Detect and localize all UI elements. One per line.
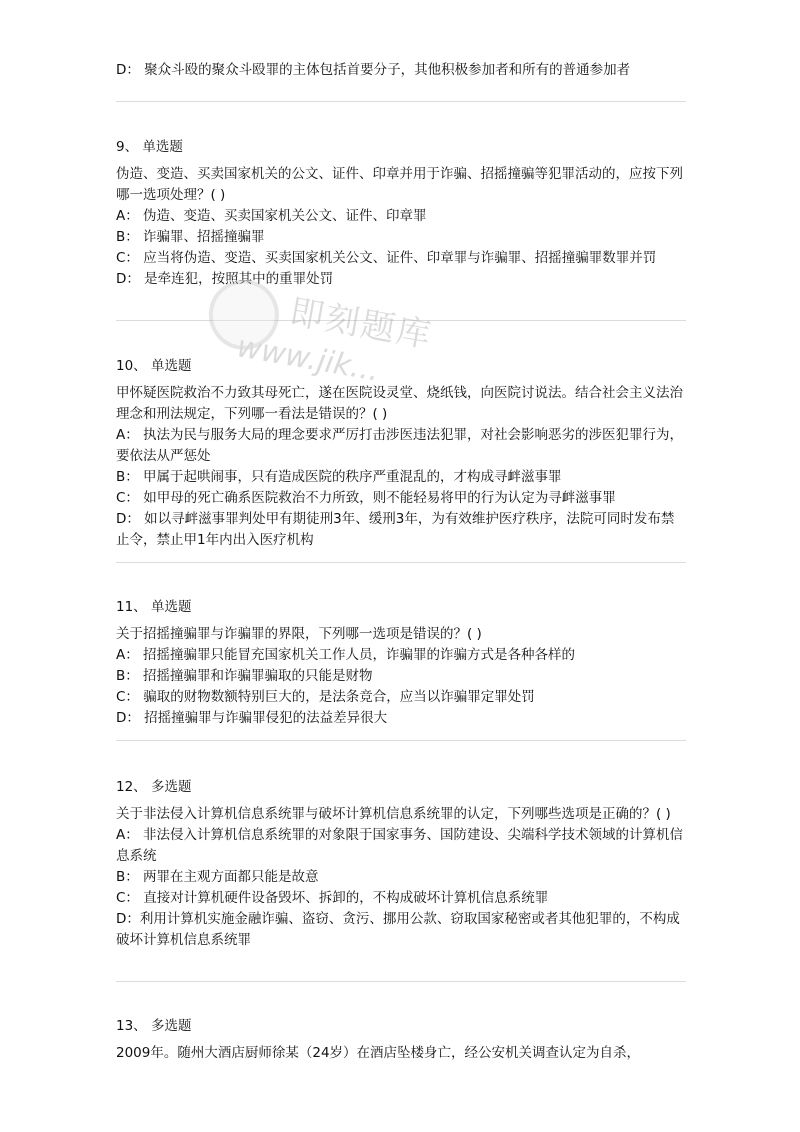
option-d[interactable]: D： 是牵连犯，按照其中的重罪处罚 <box>116 271 334 287</box>
option-a[interactable]: A： 伪造、变造、买卖国家机关公文、证件、印章罪 <box>116 208 427 224</box>
question-header: 12、 多选题 <box>116 779 192 795</box>
option-c[interactable]: C： 应当将伪造、变造、买卖国家机关公文、证件、印章罪与诈骗罪、招摇撞骗罪数罪并罚 <box>116 250 657 266</box>
divider <box>116 981 686 982</box>
option-b[interactable]: B： 诈骗罪、招摇撞骗罪 <box>116 229 265 245</box>
option-d[interactable]: D： 如以寻衅滋事罪判处甲有期徒刑3年、缓刑3年，为有效维护医疗秩序，法院可同时发布禁止令，禁止甲1年内出入医疗机构 <box>116 511 675 548</box>
question-11 <box>116 597 686 729</box>
option-b[interactable]: B： 甲属于起哄闹事，只有造成医院的秩序严重混乱的，才构成寻衅滋事罪 <box>116 469 562 485</box>
question-10 <box>116 356 686 551</box>
divider <box>116 320 686 321</box>
option-c[interactable]: C： 直接对计算机硬件设备毁坏、拆卸的，不构成破坏计算机信息系统罪 <box>116 890 549 906</box>
question-header: 10、 单选题 <box>116 358 192 374</box>
question-header: 9、 单选题 <box>116 139 183 155</box>
option-b[interactable]: B： 招摇撞骗罪和诈骗罪骗取的只能是财物 <box>116 668 373 684</box>
question-stem: 甲怀疑医院救治不力致其母死亡，遂在医院设灵堂、烧纸钱，向医院讨说法。结合社会主义法治理念和刑法规定，下列哪一看法是错误的？( ) <box>116 385 683 422</box>
q8-option-d: D： 聚众斗殴的聚众斗殴罪的主体包括首要分子，其他积极参加者和所有的普通参加者 <box>116 62 631 78</box>
question-stem: 2009年。随州大酒店厨师徐某（24岁）在酒店坠楼身亡，经公安机关调查认定为自杀， <box>116 1045 641 1061</box>
option-c[interactable]: C： 如甲母的死亡确系医院救治不力所致，则不能轻易将甲的行为认定为寻衅滋事罪 <box>116 490 616 506</box>
question-8-tail <box>116 60 686 81</box>
option-a[interactable]: A： 招摇撞骗罪只能冒充国家机关工作人员，诈骗罪的诈骗方式是各种各样的 <box>116 647 576 663</box>
divider <box>116 740 686 741</box>
watermark-brand: 即刻题库 <box>286 292 436 357</box>
question-header: 11、 单选题 <box>116 599 192 615</box>
question-9 <box>116 137 686 290</box>
option-a[interactable]: A： 非法侵入计算机信息系统罪的对象限于国家事务、国防建设、尖端科学技术领域的计算机信息系统 <box>116 827 684 864</box>
divider <box>116 101 686 102</box>
option-a[interactable]: A： 执法为民与服务大局的理念要求严厉打击涉医违法犯罪，对社会影响恶劣的涉医犯罪行为，要依法从严惩处 <box>116 427 684 464</box>
question-12 <box>116 777 686 951</box>
question-stem: 关于招摇撞骗罪与诈骗罪的界限，下列哪一选项是错误的？( ) <box>116 626 482 642</box>
question-stem: 伪造、变造、买卖国家机关的公文、证件、印章并用于诈骗、招摇撞骗等犯罪活动的，应按下列哪一选项处理？( ) <box>116 166 683 203</box>
watermark-url: www.jik... <box>234 329 382 389</box>
option-d[interactable]: D： 招摇撞骗罪与诈骗罪侵犯的法益差异很大 <box>116 710 388 726</box>
option-d[interactable]: D：利用计算机实施金融诈骗、盗窃、贪污、挪用公款、窃取国家秘密或者其他犯罪的，不构成破坏计算机信息系统罪 <box>116 911 680 948</box>
question-header: 13、 多选题 <box>116 1018 192 1034</box>
divider <box>116 562 686 563</box>
option-c[interactable]: C： 骗取的财物数额特别巨大的，是法条竞合，应当以诈骗罪定罪处罚 <box>116 689 535 705</box>
option-b[interactable]: B： 两罪在主观方面都只能是故意 <box>116 869 319 885</box>
question-stem: 关于非法侵入计算机信息系统罪与破坏计算机信息系统罪的认定，下列哪些选项是正确的？( ) <box>116 806 671 822</box>
question-13 <box>116 1016 686 1064</box>
